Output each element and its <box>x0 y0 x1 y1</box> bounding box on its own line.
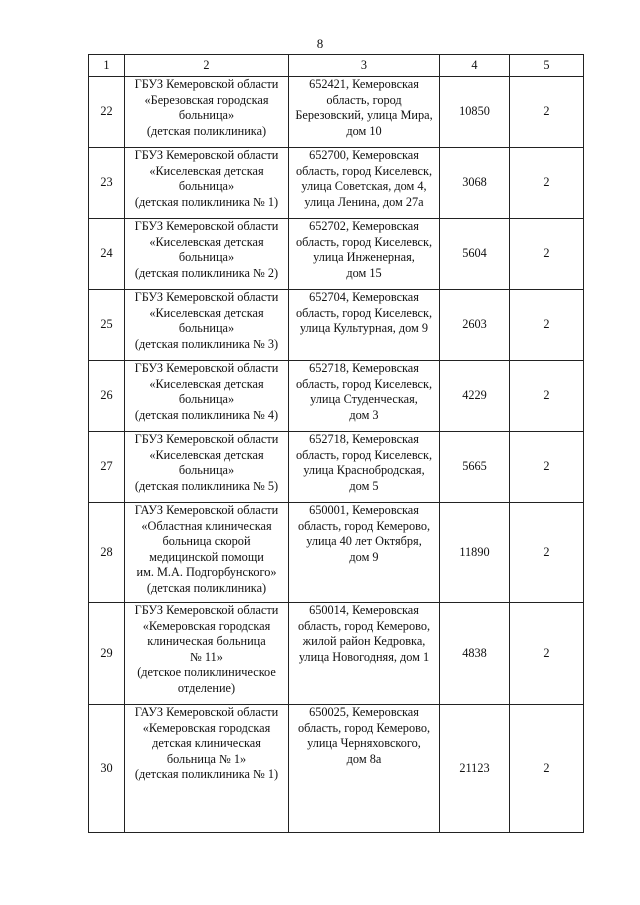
address-line: дом 8а <box>346 751 382 766</box>
address-line: улица Черняховского, <box>307 736 421 750</box>
table-row <box>89 77 584 148</box>
header-row <box>89 55 584 77</box>
organization-line: «Областная клиническая <box>141 518 272 533</box>
organization-line: «Кемеровская городская <box>142 618 271 633</box>
address-line: область, город Киселевск, <box>295 376 433 391</box>
address-line: область, город Киселевск, <box>295 305 433 320</box>
column-4-value: 3068 <box>440 148 510 219</box>
address-line: жилой район Кедровка, <box>302 634 426 648</box>
header-col-5: 5 <box>510 55 584 77</box>
address-line: улица Студенческая, <box>310 392 418 406</box>
address-line: улица Ленина, дом 27а <box>304 194 424 209</box>
organization-line: (детская поликлиника № 5) <box>134 478 279 493</box>
address-line: 652718, Кемеровская <box>309 361 419 375</box>
address-line: дом 5 <box>349 478 379 493</box>
organization-line: (детская поликлиника) <box>146 123 267 138</box>
address-line: дом 9 <box>349 549 379 564</box>
organization-line: «Киселевская детская <box>149 305 264 320</box>
organization-line: больница» <box>178 250 235 264</box>
table-row <box>89 290 584 361</box>
table-row <box>89 219 584 290</box>
organization-line: больница № 1» <box>166 751 247 766</box>
address-line: 652700, Кемеровская <box>309 148 419 162</box>
column-5-value: 2 <box>510 361 584 432</box>
organization-line: детская клиническая <box>152 736 261 750</box>
address-line: 650025, Кемеровская <box>309 705 419 719</box>
address <box>289 705 440 833</box>
address <box>289 432 440 503</box>
address <box>289 219 440 290</box>
organization-name <box>125 290 289 361</box>
organization-line: отделение) <box>177 680 236 695</box>
address-line: улица Культурная, дом 9 <box>299 321 429 335</box>
header-col-2: 2 <box>125 55 289 77</box>
organization-line: «Кемеровская городская <box>142 720 271 735</box>
header-col-4: 4 <box>440 55 510 77</box>
column-4-value: 4229 <box>440 361 510 432</box>
column-5-value: 2 <box>510 432 584 503</box>
address-line: улица Краснобродская, <box>303 463 425 477</box>
column-5-value: 2 <box>510 290 584 361</box>
organization-line: ГБУЗ Кемеровской области <box>134 290 279 304</box>
organization-line: ГБУЗ Кемеровской области <box>134 148 279 162</box>
address-line: улица Советская, дом 4, <box>301 179 427 193</box>
column-4-value: 21123 <box>440 705 510 833</box>
table-row <box>89 148 584 219</box>
organization-line: им. М.А. Подгорбунского» <box>136 565 277 579</box>
organization-name <box>125 432 289 503</box>
organization-line: больница» <box>178 108 235 122</box>
address-line: 650014, Кемеровская <box>309 603 419 617</box>
column-5-value: 2 <box>510 603 584 705</box>
address <box>289 77 440 148</box>
address-line: область, город Кемерово, <box>297 518 431 533</box>
organization-line: № 11» <box>190 649 223 664</box>
organization-line: ГБУЗ Кемеровской области <box>134 361 279 375</box>
row-number: 27 <box>89 432 125 503</box>
address-line: область, город Кемерово, <box>297 618 431 633</box>
header-col-3: 3 <box>289 55 440 77</box>
organization-line: ГБУЗ Кемеровской области <box>134 219 279 233</box>
facilities-table <box>88 54 584 833</box>
organization-line: (детское поликлиническое <box>137 665 276 679</box>
organization-line: (детская поликлиника № 3) <box>134 336 279 351</box>
address-line: дом 15 <box>346 265 382 280</box>
address <box>289 290 440 361</box>
organization-line: больница» <box>178 463 235 477</box>
address-line: 652718, Кемеровская <box>309 432 419 446</box>
header-col-1: 1 <box>89 55 125 77</box>
address-line: 652702, Кемеровская <box>309 219 419 233</box>
address-line: область, город <box>326 92 402 107</box>
page-number: 8 <box>316 36 324 51</box>
column-5-value: 2 <box>510 705 584 833</box>
organization-name <box>125 361 289 432</box>
organization-line: больница» <box>178 392 235 406</box>
address-line: 652421, Кемеровская <box>309 77 419 91</box>
address-line: дом 10 <box>346 123 382 138</box>
row-number: 24 <box>89 219 125 290</box>
table-row <box>89 432 584 503</box>
column-5-value: 2 <box>510 503 584 603</box>
organization-line: ГБУЗ Кемеровской области <box>134 603 279 617</box>
organization-line: ГАУЗ Кемеровской области <box>134 705 279 719</box>
organization-line: медицинской помощи <box>149 549 264 564</box>
table-row <box>89 603 584 705</box>
column-5-value: 2 <box>510 219 584 290</box>
row-number: 26 <box>89 361 125 432</box>
address-line: область, город Киселевск, <box>295 234 433 249</box>
organization-line: (детская поликлиника № 1) <box>134 767 279 781</box>
organization-line: «Киселевская детская <box>149 447 264 462</box>
table-row <box>89 503 584 603</box>
address <box>289 603 440 705</box>
address-line: дом 3 <box>349 407 379 422</box>
address-line: улица Новогодняя, дом 1 <box>298 649 430 664</box>
organization-line: ГБУЗ Кемеровской области <box>134 432 279 446</box>
table-row <box>89 361 584 432</box>
column-4-value: 11890 <box>440 503 510 603</box>
column-5-value: 2 <box>510 77 584 148</box>
address-line: 652704, Кемеровская <box>309 290 419 304</box>
organization-line: (детская поликлиника) <box>146 580 267 595</box>
organization-line: «Киселевская детская <box>149 376 264 391</box>
row-number: 29 <box>89 603 125 705</box>
column-4-value: 5604 <box>440 219 510 290</box>
organization-name <box>125 77 289 148</box>
organization-line: (детская поликлиника № 2) <box>134 265 279 280</box>
address-line: улица Инженерная, <box>313 250 415 264</box>
row-number: 30 <box>89 705 125 833</box>
organization-line: больница скорой <box>162 534 251 548</box>
row-number: 28 <box>89 503 125 603</box>
organization-line: ГАУЗ Кемеровской области <box>134 503 279 517</box>
organization-line: (детская поликлиника № 4) <box>134 407 279 422</box>
address-line: улица 40 лет Октября, <box>306 534 422 548</box>
organization-line: (детская поликлиника № 1) <box>134 194 279 209</box>
address <box>289 148 440 219</box>
organization-line: больница» <box>178 321 235 335</box>
row-number: 25 <box>89 290 125 361</box>
address-line: 650001, Кемеровская <box>309 503 419 517</box>
row-number: 22 <box>89 77 125 148</box>
organization-name <box>125 148 289 219</box>
address-line: область, город Киселевск, <box>295 447 433 462</box>
address <box>289 361 440 432</box>
organization-name <box>125 219 289 290</box>
row-number: 23 <box>89 148 125 219</box>
column-4-value: 10850 <box>440 77 510 148</box>
address-line: область, город Кемерово, <box>297 720 431 735</box>
organization-line: больница» <box>178 179 235 193</box>
organization-name <box>125 603 289 705</box>
column-4-value: 2603 <box>440 290 510 361</box>
column-4-value: 4838 <box>440 603 510 705</box>
organization-line: «Киселевская детская <box>149 234 264 249</box>
organization-line: ГБУЗ Кемеровской области <box>134 77 279 91</box>
organization-name <box>125 705 289 833</box>
address-line: область, город Киселевск, <box>295 163 433 178</box>
column-5-value: 2 <box>510 148 584 219</box>
table-row <box>89 705 584 833</box>
organization-line: «Киселевская детская <box>149 163 264 178</box>
address <box>289 503 440 603</box>
organization-name <box>125 503 289 603</box>
column-4-value: 5665 <box>440 432 510 503</box>
organization-line: клиническая больница <box>147 634 266 648</box>
address-line: Березовский, улица Мира, <box>295 108 433 122</box>
organization-line: «Березовская городская <box>144 92 269 107</box>
